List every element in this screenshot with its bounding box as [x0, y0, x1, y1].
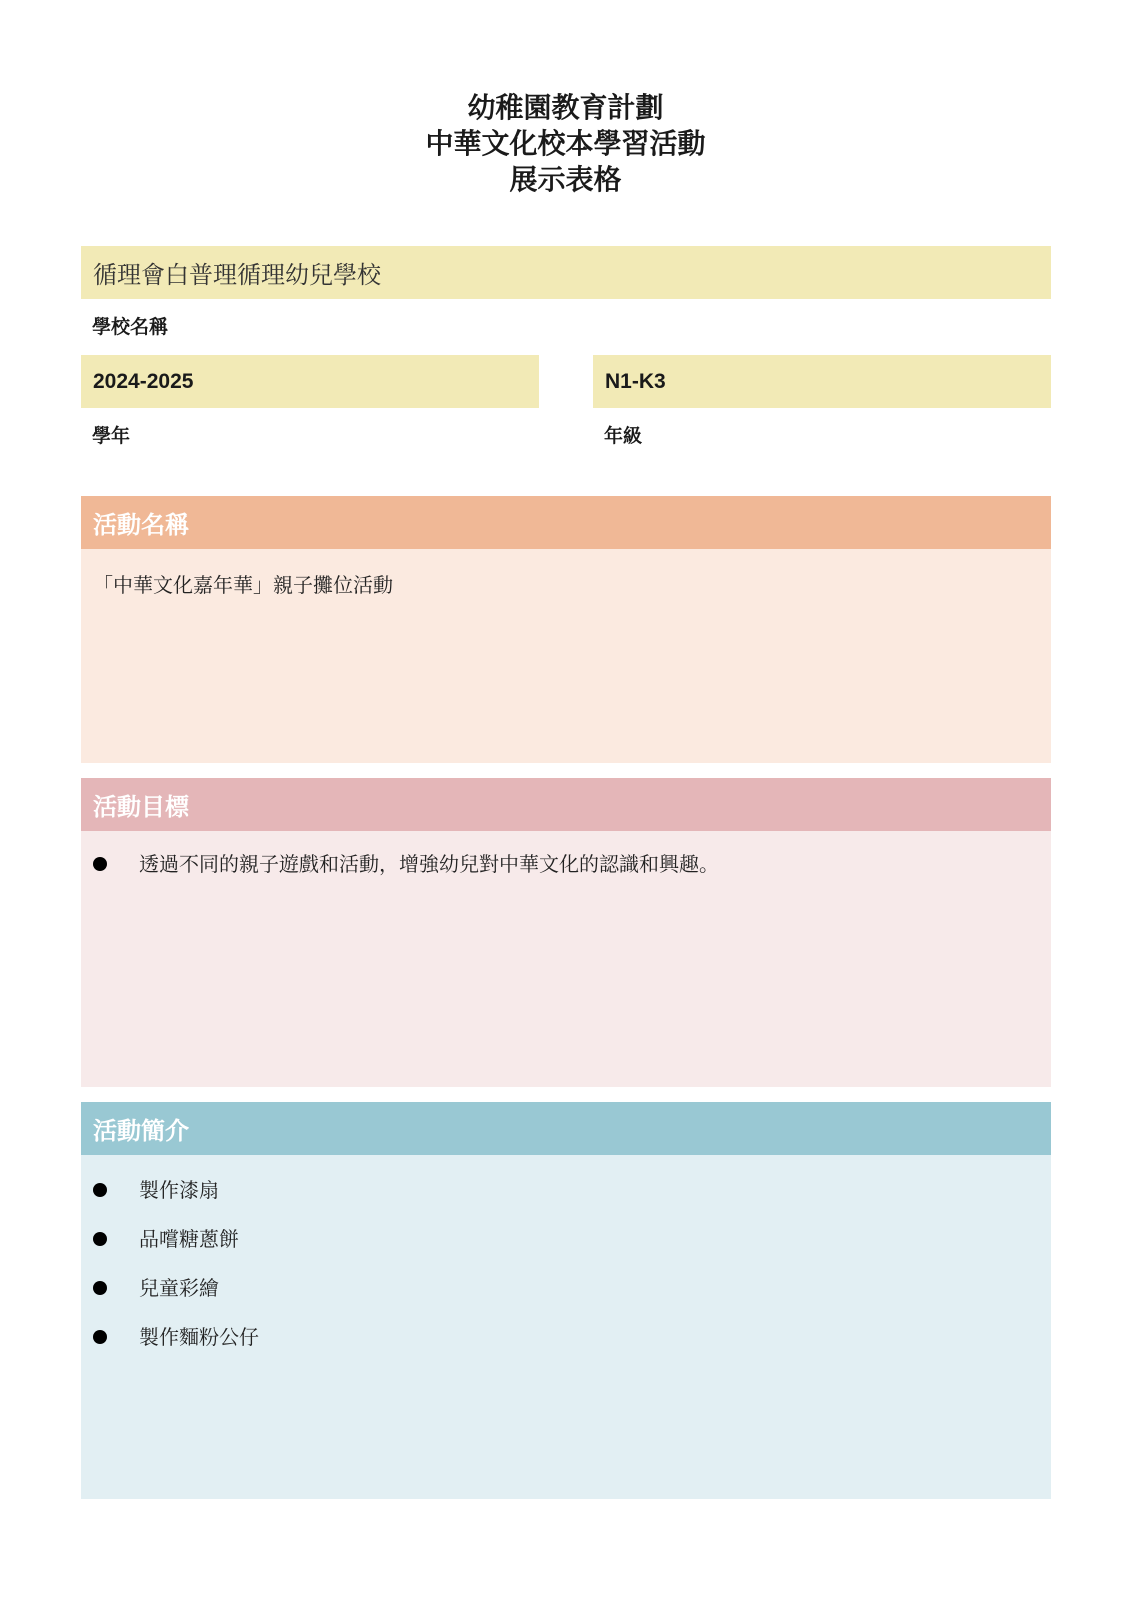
- list-item-text: 兒童彩繪: [139, 1276, 219, 1300]
- title-line-3: 展示表格: [509, 163, 622, 196]
- list-item-text: 製作麵粉公仔: [139, 1325, 259, 1349]
- activity-goal-body[interactable]: [81, 831, 1051, 1087]
- list-item: [93, 1275, 1039, 1324]
- bullet-icon: [93, 1232, 107, 1246]
- activity-name-heading: 活動名稱: [81, 496, 1051, 549]
- school-name-value: 循理會白普理循理幼兒學校: [93, 261, 381, 289]
- list-item: [93, 1226, 1039, 1275]
- page-title: [0, 90, 1131, 198]
- grade-label: 年級: [604, 425, 643, 447]
- school-year-field[interactable]: [81, 355, 539, 408]
- list-item-text: 透過不同的親子遊戲和活動，增強幼兒對中華文化的認識和興趣。: [139, 852, 719, 876]
- grade-field[interactable]: [593, 355, 1051, 408]
- activity-goal-section: [81, 778, 1051, 1087]
- title-line-1: 幼稚園教育計劃: [467, 91, 664, 124]
- list-item: [93, 1324, 1039, 1373]
- activity-name-body[interactable]: [81, 549, 1051, 763]
- bullet-icon: [93, 1281, 107, 1295]
- activity-goal-heading: 活動目標: [81, 778, 1051, 831]
- list-item: [93, 851, 1039, 900]
- bullet-icon: [93, 1330, 107, 1344]
- activity-intro-heading: 活動簡介: [81, 1102, 1051, 1155]
- grade-value: N1-K3: [605, 369, 666, 393]
- bullet-icon: [93, 857, 107, 871]
- activity-intro-section: [81, 1102, 1051, 1499]
- activity-name-value: 「中華文化嘉年華」親子攤位活動: [93, 573, 393, 597]
- school-year-value: 2024-2025: [93, 369, 194, 393]
- list-item-text: 品嚐糖蔥餅: [139, 1227, 239, 1251]
- activity-name-section: [81, 496, 1051, 763]
- list-item: [93, 1177, 1039, 1226]
- activity-intro-list: [93, 1177, 1039, 1373]
- activity-intro-body[interactable]: [81, 1155, 1051, 1499]
- school-year-label: 學年: [92, 425, 131, 447]
- activity-goal-list: [93, 851, 1039, 900]
- title-line-2: 中華文化校本學習活動: [425, 127, 706, 160]
- school-name-field[interactable]: [81, 246, 1051, 299]
- list-item-text: 製作漆扇: [139, 1178, 219, 1202]
- school-name-label: 學校名稱: [92, 316, 169, 338]
- bullet-icon: [93, 1183, 107, 1197]
